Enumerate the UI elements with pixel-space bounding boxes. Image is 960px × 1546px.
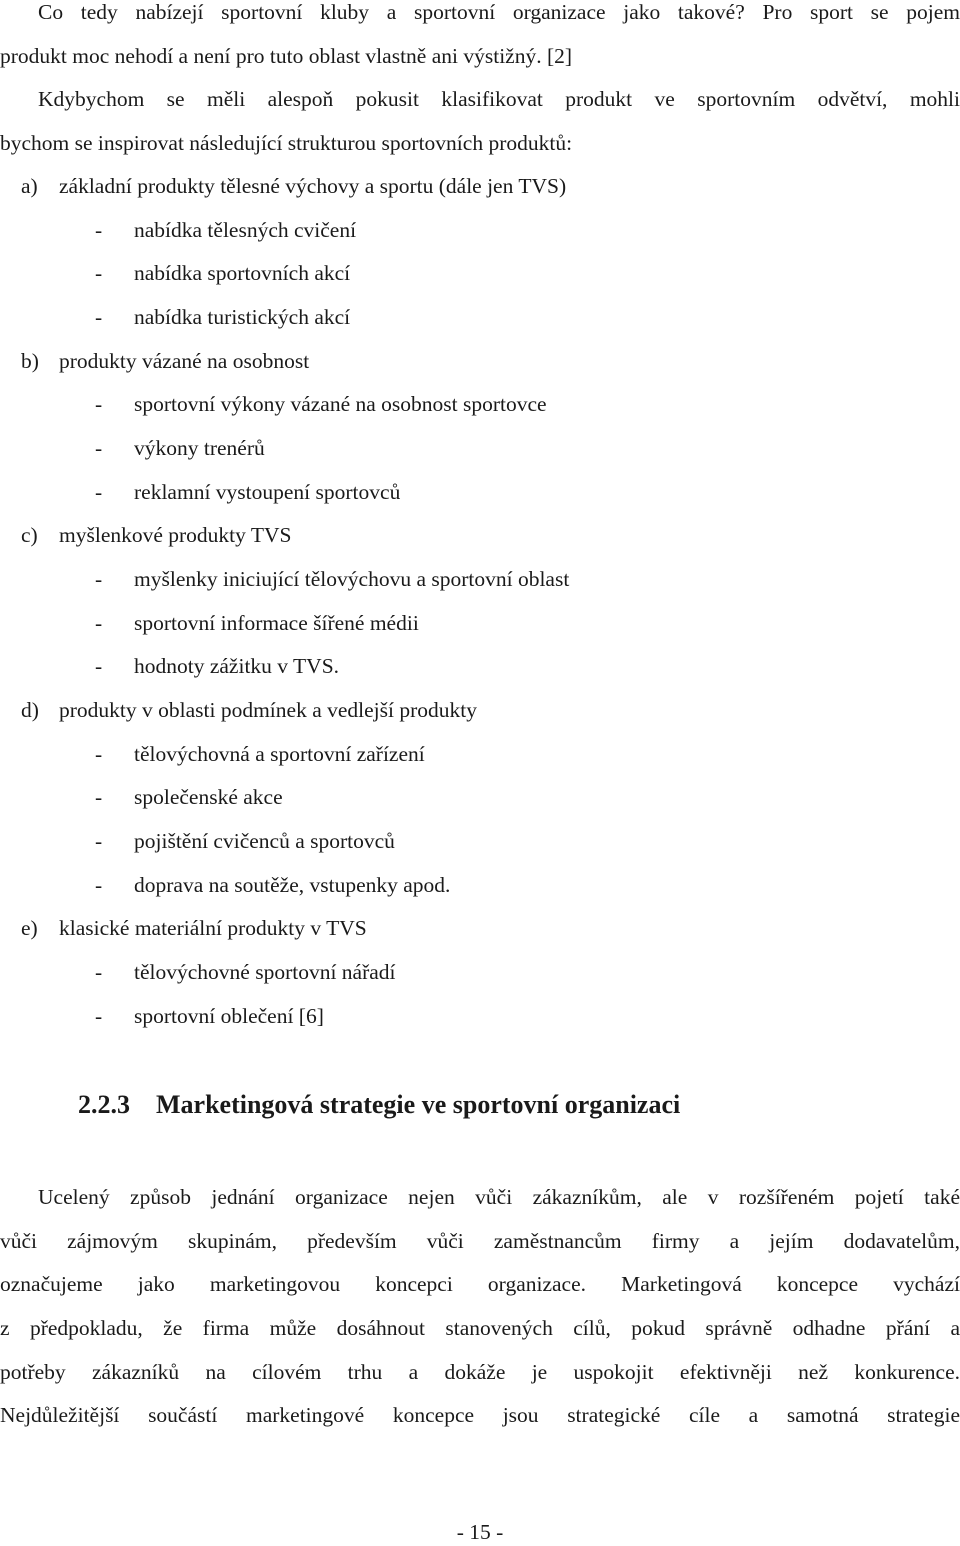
- category-label: d): [21, 698, 39, 722]
- list-item: - nabídka turistických akcí: [95, 305, 351, 329]
- paragraph-line-4: z předpokladu, že firma může dosáhnout stanovených cílů, pokud správně odhadne přání a: [0, 1316, 960, 1340]
- section-number: 2.2.3: [78, 1090, 130, 1119]
- list-item: - nabídka tělesných cvičení: [95, 218, 357, 242]
- list-item: - doprava na soutěže, vstupenky apod.: [95, 873, 451, 897]
- section-heading: [78, 1088, 680, 1122]
- category-a: [21, 172, 941, 200]
- list-item: - sportovní oblečení [6]: [95, 1004, 324, 1028]
- list-item: - nabídka sportovních akcí: [95, 261, 351, 285]
- list-item: - společenské akce: [95, 785, 283, 809]
- category-c: [21, 521, 941, 549]
- category-title: myšlenkové produkty TVS: [59, 523, 292, 547]
- section-title: Marketingová strategie ve sportovní organizaci: [156, 1090, 681, 1119]
- category-title: klasické materiální produkty v TVS: [59, 916, 367, 940]
- intro-line-3: Kdybychom se měli alespoň pokusit klasifikovat produkt ve sportovním odvětví, mohli: [38, 87, 960, 111]
- list-item: - myšlenky iniciující tělovýchovu a sportovní oblast: [95, 567, 570, 591]
- paragraph-line-1: Ucelený způsob jednání organizace nejen vůči zákazníkům, ale v rozšířeném pojetí také: [38, 1185, 960, 1209]
- paragraph-line-3: označujeme jako marketingovou koncepci organizace. Marketingová koncepce vychází: [0, 1272, 960, 1296]
- paragraph-line-2: vůči zájmovým skupinám, především vůči zaměstnancům firmy a jejím dodavatelům,: [0, 1229, 960, 1253]
- category-d: [21, 696, 941, 724]
- list-item: - výkony trenérů: [95, 436, 265, 460]
- list-item: - tělovýchovná a sportovní zařízení: [95, 742, 425, 766]
- category-label: c): [21, 523, 38, 547]
- page-number: - 15 -: [456, 1520, 504, 1544]
- category-b: [21, 347, 941, 375]
- list-item: - sportovní výkony vázané na osobnost sportovce: [95, 392, 547, 416]
- list-item: - reklamní vystoupení sportovců: [95, 480, 401, 504]
- paragraph-line-5: potřeby zákazníků na cílovém trhu a dokáže je uspokojit efektivněji než konkurence.: [0, 1360, 960, 1384]
- list-item: - pojištění cvičenců a sportovců: [95, 829, 395, 853]
- category-label: a): [21, 174, 38, 198]
- category-title: produkty v oblasti podmínek a vedlejší produkty: [59, 698, 478, 722]
- list-item: - tělovýchovné sportovní nářadí: [95, 960, 396, 984]
- category-title: produkty vázané na osobnost: [59, 349, 310, 373]
- list-item: - hodnoty zážitku v TVS.: [95, 654, 340, 678]
- list-item: - sportovní informace šířené médii: [95, 611, 419, 635]
- intro-line-1: Co tedy nabízejí sportovní kluby a sportovní organizace jako takové? Pro sport se pojem: [38, 0, 960, 24]
- paragraph-line-6: Nejdůležitější součástí marketingové koncepce jsou strategické cíle a samotná strategie: [0, 1403, 960, 1427]
- category-label: b): [21, 349, 39, 373]
- intro-line-4: bychom se inspirovat následující strukturou sportovních produktů:: [0, 131, 573, 155]
- intro-line-2: produkt moc nehodí a není pro tuto oblast vlastně ani výstižný. [2]: [0, 44, 573, 68]
- category-e: [21, 914, 941, 942]
- category-title: základní produkty tělesné výchovy a sportu (dále jen TVS): [59, 174, 567, 198]
- category-label: e): [21, 916, 38, 940]
